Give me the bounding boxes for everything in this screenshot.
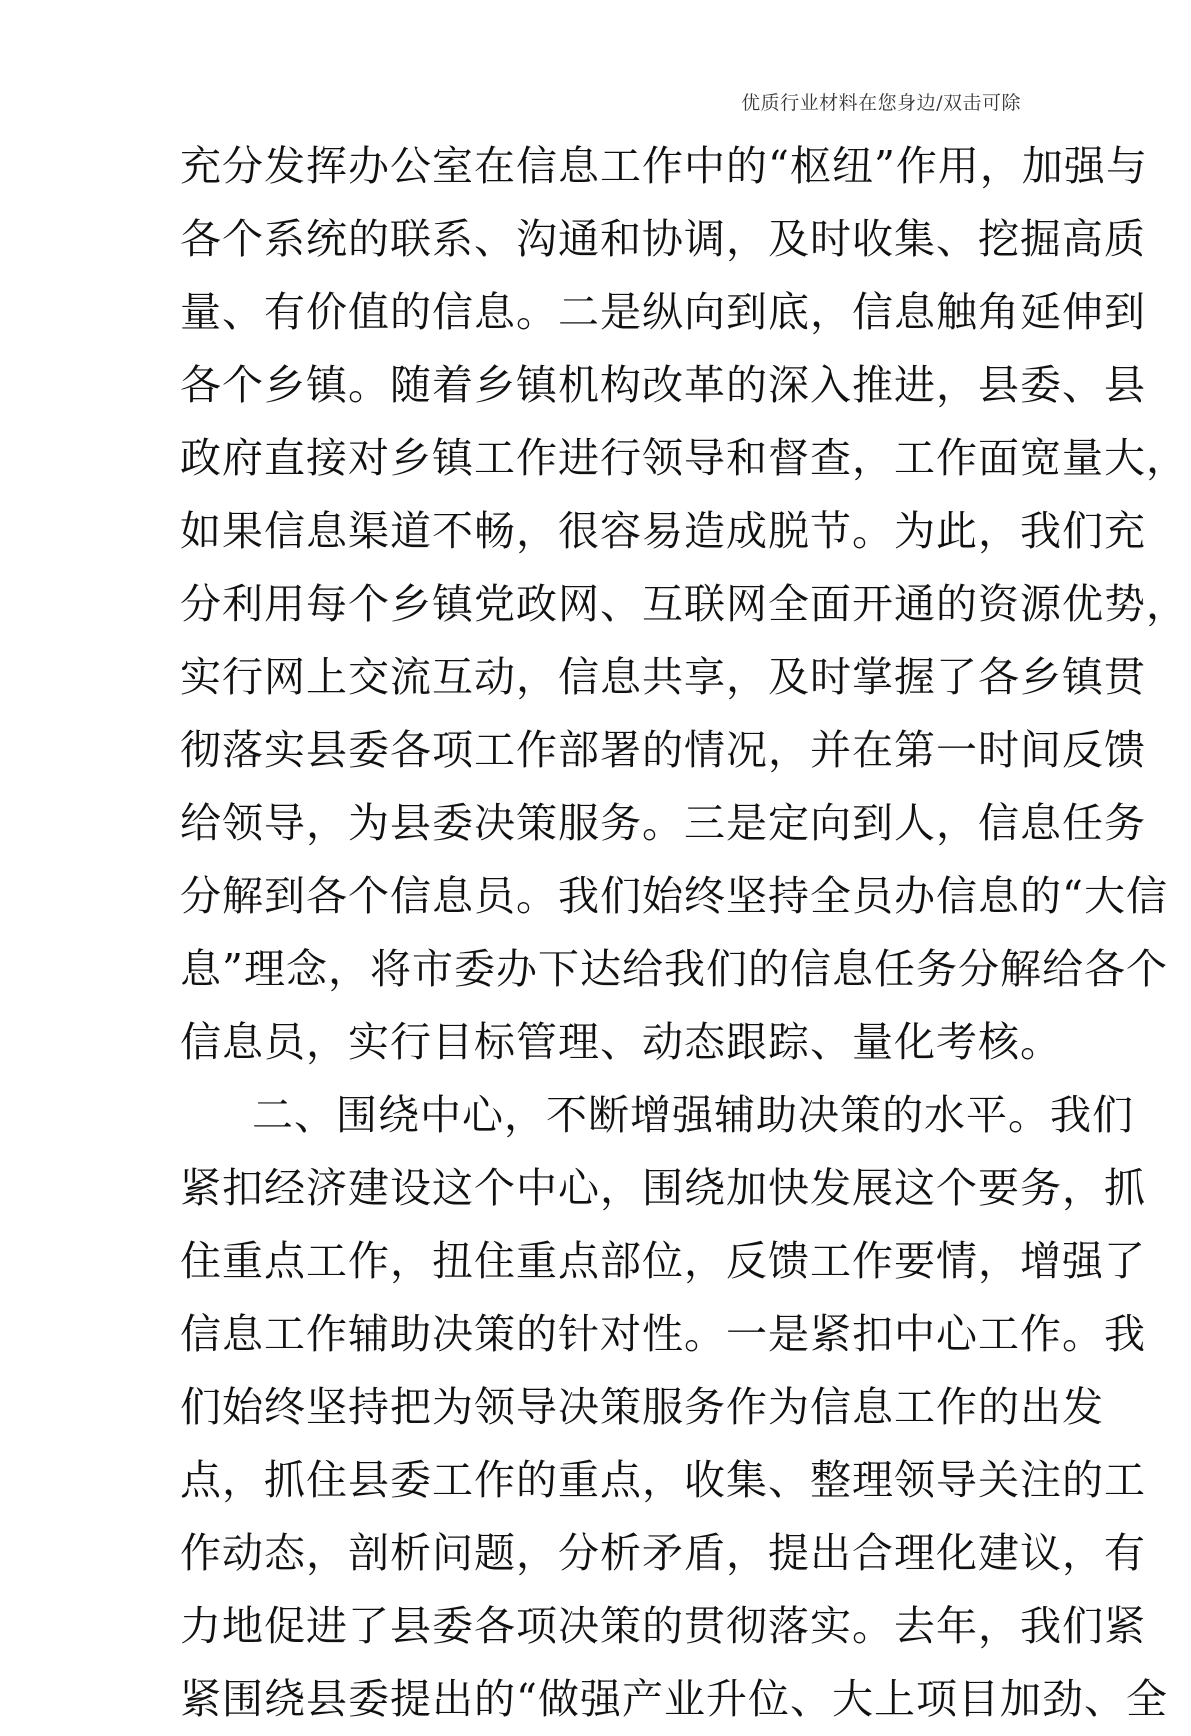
text-line: 们始终坚持把为领导决策服务作为信息工作的出发: [180, 1383, 1104, 1431]
section-heading-line: 二、围绕中心，不断增强辅助决策的水平。我们: [252, 1091, 1134, 1139]
document-body: [180, 130, 1188, 1736]
text-line: 彻落实县委各项工作部署的情况，并在第一时间反馈: [180, 726, 1146, 774]
text-line: 力地促进了县委各项决策的贯彻落实。去年，我们紧: [180, 1602, 1146, 1650]
text-line: 作动态，剖析问题，分析矛盾，提出合理化建议，有: [180, 1529, 1146, 1577]
text-line: 各个乡镇。随着乡镇机构改革的深入推进，县委、县: [180, 361, 1146, 409]
text-line: 点，抓住县委工作的重点，收集、整理领导关注的工: [180, 1456, 1146, 1504]
text-line: 分利用每个乡镇党政网、互联网全面开通的资源优势，: [180, 580, 1188, 628]
text-line: 政府直接对乡镇工作进行领导和督查，工作面宽量大，: [180, 434, 1188, 482]
text-line: 紧扣经济建设这个中心，围绕加快发展这个要务，抓: [180, 1164, 1146, 1212]
text-line: 信息工作辅助决策的针对性。一是紧扣中心工作。我: [180, 1310, 1146, 1358]
text-line: 如果信息渠道不畅，很容易造成脱节。为此，我们充: [180, 507, 1146, 555]
text-line: 住重点工作，扭住重点部位，反馈工作要情，增强了: [180, 1237, 1146, 1285]
text-line: 紧围绕县委提出的“做强产业升位、大上项目加劲、全: [180, 1675, 1168, 1723]
text-line: 信息员，实行目标管理、动态跟踪、量化考核。: [180, 1018, 1062, 1066]
text-line: 实行网上交流互动，信息共享，及时掌握了各乡镇贯: [180, 653, 1146, 701]
text-line: 量、有价值的信息。二是纵向到底，信息触角延伸到: [180, 288, 1146, 336]
text-line: 各个系统的联系、沟通和协调，及时收集、挖掘高质: [180, 215, 1146, 263]
page-header-watermark: 优质行业材料在您身边/双击可除: [741, 92, 1021, 114]
text-line: 给领导，为县委决策服务。三是定向到人，信息任务: [180, 799, 1146, 847]
text-line: 分解到各个信息员。我们始终坚持全员办信息的“大信: [180, 872, 1168, 920]
text-line: 息”理念，将市委办下达给我们的信息任务分解给各个: [180, 945, 1168, 993]
text-line: 充分发挥办公室在信息工作中的“枢纽”作用，加强与: [180, 142, 1148, 190]
